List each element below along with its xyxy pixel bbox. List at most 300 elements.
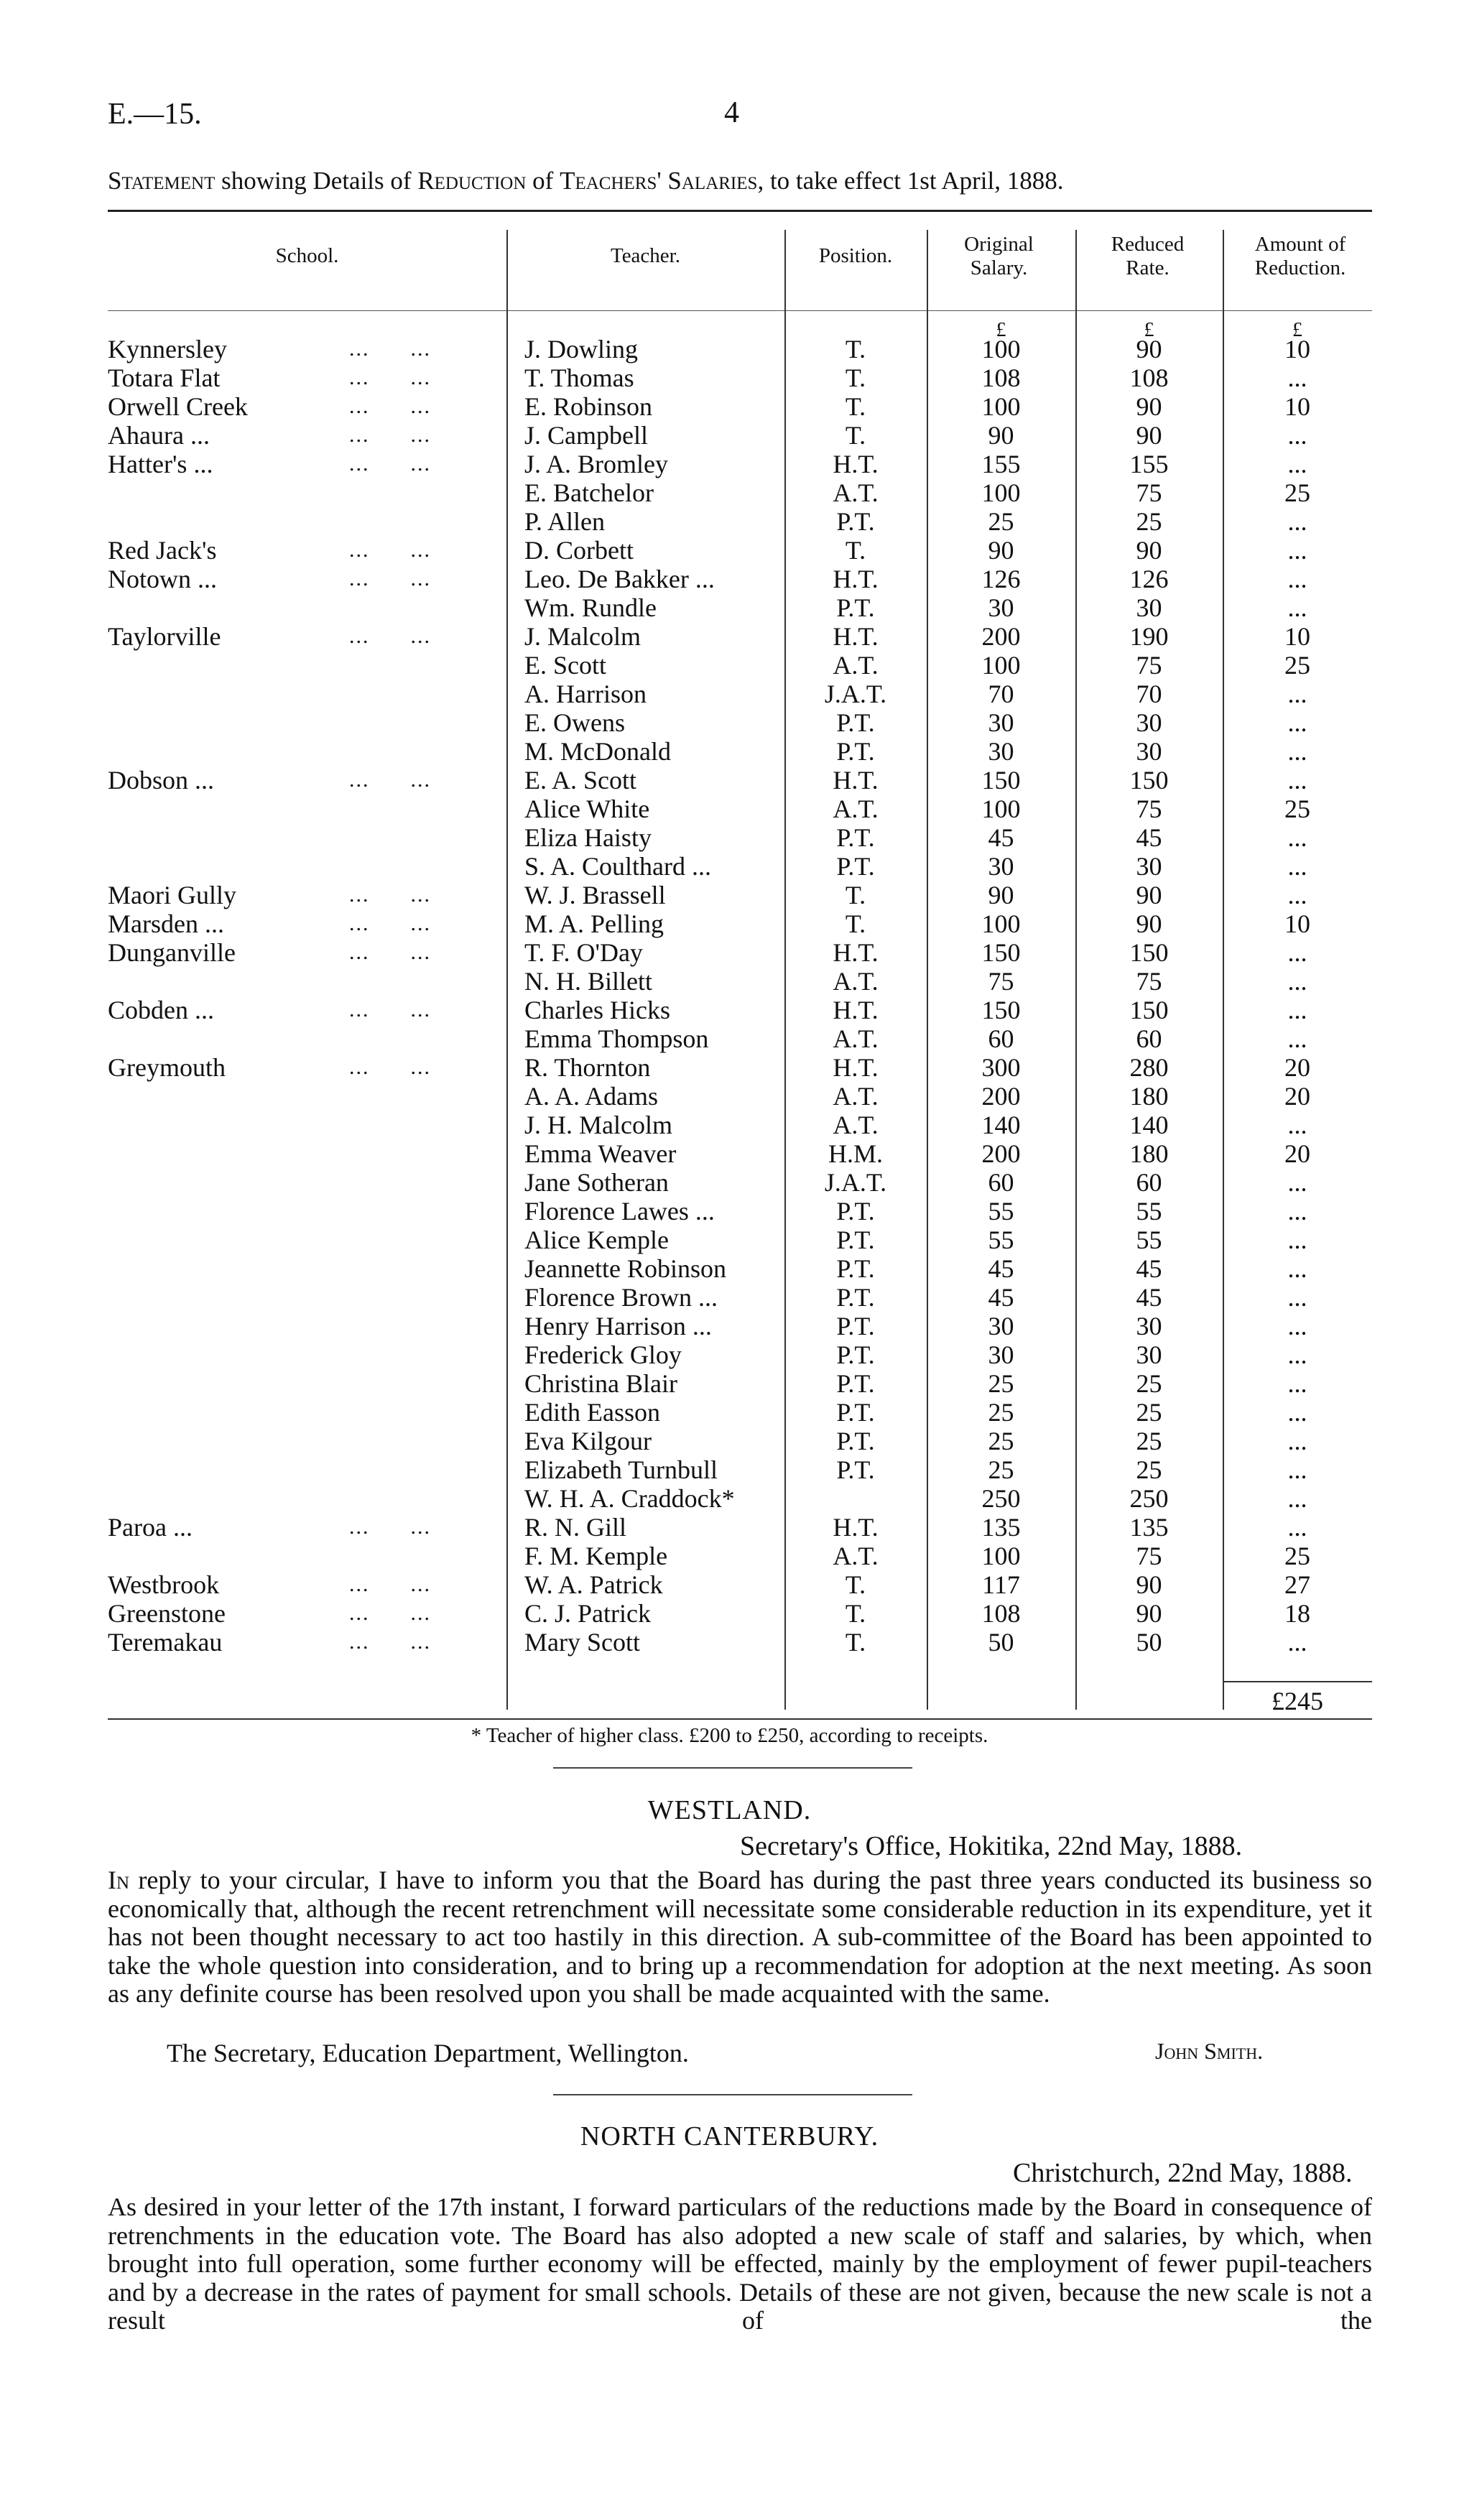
- position: T.: [845, 909, 866, 938]
- amount-of-reduction: 10: [1284, 622, 1310, 651]
- westland-heading: WESTLAND.: [647, 1795, 812, 1825]
- amount-of-reduction: ...: [1287, 1111, 1307, 1139]
- position: T.: [845, 1599, 866, 1628]
- reduced-rate: 150: [1129, 766, 1169, 795]
- original-salary: 100: [981, 795, 1021, 823]
- position: P.T.: [836, 1369, 875, 1398]
- total-rule: [1223, 1681, 1372, 1682]
- teacher-name: M. A. Pelling: [524, 909, 664, 938]
- original-salary: 30: [988, 708, 1014, 737]
- leader-dots: ... ...: [349, 337, 431, 361]
- teacher-name: S. A. Coulthard ...: [524, 852, 712, 881]
- amount-of-reduction: ...: [1287, 737, 1307, 766]
- reduced-rate: 90: [1136, 392, 1162, 421]
- position: P.T.: [836, 1427, 875, 1455]
- table-header-rule: [108, 310, 1372, 311]
- reduced-rate: 30: [1136, 852, 1162, 881]
- school-name: Greymouth: [108, 1053, 226, 1082]
- document-code: E.—15.: [108, 98, 202, 131]
- leader-dots: ... ...: [349, 394, 431, 418]
- leader-dots: ... ...: [349, 912, 431, 935]
- teacher-name: Eva Kilgour: [524, 1427, 652, 1455]
- amount-of-reduction: 18: [1284, 1599, 1310, 1628]
- reduced-rate: 45: [1136, 1254, 1162, 1283]
- position: P.T.: [836, 1398, 875, 1427]
- school-name: Notown ...: [108, 565, 217, 593]
- position: P.T.: [836, 1197, 875, 1226]
- reduced-rate: 60: [1136, 1024, 1162, 1053]
- statement-title: [108, 167, 1372, 195]
- amount-of-reduction: 20: [1284, 1053, 1310, 1082]
- position: H.T.: [833, 938, 879, 967]
- teacher-name: Elizabeth Turnbull: [524, 1455, 718, 1484]
- position: A.T.: [833, 1024, 879, 1053]
- position: P.T.: [836, 507, 875, 536]
- school-name: Paroa ...: [108, 1513, 193, 1542]
- original-salary: 100: [981, 392, 1021, 421]
- amount-of-reduction: ...: [1287, 1197, 1307, 1226]
- school-name: Orwell Creek: [108, 392, 248, 421]
- reduced-rate: 25: [1136, 507, 1162, 536]
- teacher-name: Jane Sotheran: [524, 1168, 669, 1197]
- reduced-rate: 90: [1136, 1570, 1162, 1599]
- reduced-rate: 140: [1129, 1111, 1169, 1139]
- teacher-name: Henry Harrison ...: [524, 1312, 712, 1340]
- teacher-name: Emma Weaver: [524, 1139, 677, 1168]
- reduced-rate: 55: [1136, 1197, 1162, 1226]
- teacher-name: T. Thomas: [524, 363, 634, 392]
- teacher-name: W. J. Brassell: [524, 881, 666, 909]
- column-divider: [506, 230, 508, 1710]
- leader-dots: ... ...: [349, 1055, 431, 1079]
- position: P.T.: [836, 1455, 875, 1484]
- table-footnote: * Teacher of higher class. £200 to £250, according to receipts.: [471, 1724, 988, 1747]
- position: P.T.: [836, 708, 875, 737]
- position: J.A.T.: [824, 1168, 887, 1197]
- leader-dots: ... ...: [349, 1630, 431, 1654]
- reduced-rate: 70: [1136, 680, 1162, 708]
- reduced-rate: 75: [1136, 795, 1162, 823]
- leader-dots: ... ...: [349, 1572, 431, 1596]
- original-salary: 25: [988, 1369, 1014, 1398]
- teacher-name: F. M. Kemple: [524, 1542, 668, 1570]
- leader-dots: ... ...: [349, 538, 431, 562]
- original-salary: 155: [981, 450, 1021, 478]
- original-salary: 108: [981, 363, 1021, 392]
- original-salary: 100: [981, 909, 1021, 938]
- original-salary: 150: [981, 766, 1021, 795]
- teacher-name: E. Scott: [524, 651, 606, 680]
- school-name: Ahaura ...: [108, 421, 210, 450]
- reduced-rate: 55: [1136, 1226, 1162, 1254]
- school-name: Taylorville: [108, 622, 221, 651]
- leader-dots: ... ...: [349, 768, 431, 792]
- amount-of-reduction: ...: [1287, 1226, 1307, 1254]
- position: P.T.: [836, 852, 875, 881]
- title-salaries: Teachers' Salaries: [560, 167, 758, 195]
- amount-of-reduction: ...: [1287, 593, 1307, 622]
- reduced-rate: 45: [1136, 1283, 1162, 1312]
- amount-of-reduction: ...: [1287, 766, 1307, 795]
- amount-of-reduction: ...: [1287, 536, 1307, 565]
- position: T.: [845, 1628, 866, 1657]
- teacher-name: Christina Blair: [524, 1369, 677, 1398]
- position: P.T.: [836, 1312, 875, 1340]
- reduced-rate: 30: [1136, 737, 1162, 766]
- column-header-position: Position.: [818, 244, 893, 267]
- original-salary: 250: [981, 1484, 1021, 1513]
- original-salary: 60: [988, 1168, 1014, 1197]
- original-salary: 300: [981, 1053, 1021, 1082]
- position: T.: [845, 536, 866, 565]
- leader-dots: ... ...: [349, 423, 431, 447]
- reduced-rate: 75: [1136, 1542, 1162, 1570]
- original-salary: 100: [981, 1542, 1021, 1570]
- reduced-rate: 250: [1129, 1484, 1169, 1513]
- original-salary: 55: [988, 1226, 1014, 1254]
- original-salary: 30: [988, 1312, 1014, 1340]
- section-divider: [553, 2094, 912, 2095]
- westland-signature: John Smith.: [1155, 2038, 1264, 2064]
- amount-of-reduction: ...: [1287, 1283, 1307, 1312]
- position: H.T.: [833, 565, 879, 593]
- school-name: Westbrook: [108, 1570, 220, 1599]
- original-salary: 45: [988, 1283, 1014, 1312]
- teacher-name: Frederick Gloy: [524, 1340, 682, 1369]
- title-rest: , to take effect 1st April, 1888.: [757, 167, 1064, 195]
- teacher-name: Wm. Rundle: [524, 593, 657, 622]
- amount-of-reduction: 10: [1284, 392, 1310, 421]
- teacher-name: Florence Brown ...: [524, 1283, 718, 1312]
- position: A.T.: [833, 1111, 879, 1139]
- table-top-rule: [108, 210, 1372, 212]
- column-header-school: School.: [275, 244, 339, 267]
- school-name: Kynnersley: [108, 335, 227, 363]
- teacher-name: J. Malcolm: [524, 622, 641, 651]
- north-canterbury-heading: NORTH CANTERBURY.: [580, 2121, 879, 2151]
- reduced-rate: 30: [1136, 708, 1162, 737]
- original-salary: 30: [988, 737, 1014, 766]
- westland-body-text: reply to your circular, I have to inform you that the Board has during the past three years conducted its business so economically that, although the recent retrenchment will necessitate some considerable reduction in its expenditure, yet it has not been thought necessary to act too hastily in this direction. A sub-committee of the Board has been appointed to take the whole question into consideration, and to bring up a recommendation for adoption at the next meeting. As soon as any definite course has been resolved upon you shall be made acquainted with the same.: [108, 1866, 1372, 2008]
- original-salary: 140: [981, 1111, 1021, 1139]
- original-salary: 30: [988, 852, 1014, 881]
- column-header-teacher: Teacher.: [611, 244, 680, 267]
- amount-of-reduction: 20: [1284, 1139, 1310, 1168]
- reduced-rate: 150: [1129, 996, 1169, 1024]
- school-name: Dobson ...: [108, 766, 215, 795]
- original-salary: 70: [988, 680, 1014, 708]
- teacher-name: D. Corbett: [524, 536, 634, 565]
- position: T.: [845, 421, 866, 450]
- reduced-rate: 155: [1129, 450, 1169, 478]
- original-salary: 90: [988, 536, 1014, 565]
- reduced-rate: 90: [1136, 881, 1162, 909]
- reduced-rate: 30: [1136, 593, 1162, 622]
- amount-of-reduction: ...: [1287, 680, 1307, 708]
- amount-of-reduction: ...: [1287, 1340, 1307, 1369]
- column-header-reduced-rate: Reduced Rate.: [1111, 233, 1185, 279]
- leader-dots: ... ...: [349, 624, 431, 648]
- amount-of-reduction: ...: [1287, 1254, 1307, 1283]
- amount-of-reduction: ...: [1287, 450, 1307, 478]
- reduced-rate: 25: [1136, 1427, 1162, 1455]
- currency-symbol: £: [1292, 319, 1302, 341]
- position: T.: [845, 881, 866, 909]
- original-salary: 200: [981, 1139, 1021, 1168]
- original-salary: 25: [988, 507, 1014, 536]
- reduced-rate: 280: [1129, 1053, 1169, 1082]
- original-salary: 117: [982, 1570, 1020, 1599]
- amount-of-reduction: ...: [1287, 938, 1307, 967]
- amount-of-reduction: ...: [1287, 1369, 1307, 1398]
- original-salary: 60: [988, 1024, 1014, 1053]
- original-salary: 150: [981, 938, 1021, 967]
- school-name: Dunganville: [108, 938, 236, 967]
- original-salary: 200: [981, 1082, 1021, 1111]
- teacher-name: Emma Thompson: [524, 1024, 709, 1053]
- reduced-rate: 75: [1136, 651, 1162, 680]
- school-name: Totara Flat: [108, 363, 221, 392]
- original-salary: 30: [988, 593, 1014, 622]
- position: T.: [845, 363, 866, 392]
- amount-of-reduction: ...: [1287, 1628, 1307, 1657]
- north-canterbury-body: As desired in your letter of the 17th instant, I forward particulars of the reductions made by the Board in consequence of retrenchments in the education vote. The Board has also adopted a new scale of staff and salaries, by which, when brought into full operation, some further economy will be effected, mainly by the employment of fewer pupil-teachers and by a decrease in the rates of payment for small schools. Details of these are not given, because the new scale is not a result of the: [108, 2192, 1372, 2335]
- currency-symbol: £: [996, 319, 1006, 341]
- reduced-rate: 135: [1129, 1513, 1169, 1542]
- teacher-name: Edith Easson: [524, 1398, 660, 1427]
- amount-of-reduction: ...: [1287, 1513, 1307, 1542]
- reduced-rate: 180: [1129, 1082, 1169, 1111]
- westland-dateline: Secretary's Office, Hokitika, 22nd May, 1888.: [740, 1831, 1243, 1861]
- position: P.T.: [836, 1283, 875, 1312]
- amount-of-reduction: ...: [1287, 967, 1307, 996]
- amount-of-reduction: ...: [1287, 1168, 1307, 1197]
- amount-of-reduction: ...: [1287, 823, 1307, 852]
- teacher-name: E. Owens: [524, 708, 625, 737]
- teacher-name: R. N. Gill: [524, 1513, 627, 1542]
- position: J.A.T.: [824, 680, 887, 708]
- teacher-name: Leo. De Bakker ...: [524, 565, 715, 593]
- teacher-name: Jeannette Robinson: [524, 1254, 726, 1283]
- school-name: Cobden ...: [108, 996, 214, 1024]
- teacher-name: Charles Hicks: [524, 996, 670, 1024]
- teacher-name: J. A. Bromley: [524, 450, 669, 478]
- original-salary: 25: [988, 1427, 1014, 1455]
- teacher-name: E. Batchelor: [524, 478, 654, 507]
- table-bottom-rule: [108, 1718, 1372, 1720]
- position: T.: [845, 1570, 866, 1599]
- leader-dots: ... ...: [349, 940, 431, 964]
- teacher-name: J. Dowling: [524, 335, 639, 363]
- teacher-name: Alice Kemple: [524, 1226, 669, 1254]
- teacher-name: R. Thornton: [524, 1053, 651, 1082]
- column-header-original-salary: Original Salary.: [964, 233, 1034, 279]
- amount-of-reduction: ...: [1287, 996, 1307, 1024]
- position: H.T.: [833, 996, 879, 1024]
- original-salary: 45: [988, 823, 1014, 852]
- leader-dots: ... ...: [349, 452, 431, 476]
- teacher-name: A. Harrison: [524, 680, 647, 708]
- amount-of-reduction: 10: [1284, 909, 1310, 938]
- leader-dots: ... ...: [349, 1515, 431, 1539]
- amount-of-reduction: ...: [1287, 1024, 1307, 1053]
- reduced-rate: 25: [1136, 1398, 1162, 1427]
- original-salary: 25: [988, 1455, 1014, 1484]
- amount-of-reduction: 27: [1284, 1570, 1310, 1599]
- position: H.T.: [833, 1513, 879, 1542]
- amount-of-reduction: ...: [1287, 363, 1307, 392]
- amount-of-reduction: 25: [1284, 651, 1310, 680]
- title-text: showing Details of: [215, 167, 418, 195]
- amount-of-reduction: 10: [1284, 335, 1310, 363]
- reduced-rate: 90: [1136, 421, 1162, 450]
- amount-of-reduction: 25: [1284, 1542, 1310, 1570]
- position: A.T.: [833, 478, 879, 507]
- westland-addressee: The Secretary, Education Department, Wellington.: [167, 2039, 689, 2067]
- original-salary: 100: [981, 478, 1021, 507]
- position: A.T.: [833, 1542, 879, 1570]
- westland-body-lead: In: [108, 1866, 130, 1894]
- reduced-rate: 30: [1136, 1340, 1162, 1369]
- reduced-rate: 126: [1129, 565, 1169, 593]
- position: P.T.: [836, 1340, 875, 1369]
- position: H.M.: [828, 1139, 883, 1168]
- original-salary: 55: [988, 1197, 1014, 1226]
- original-salary: 50: [988, 1628, 1014, 1657]
- original-salary: 90: [988, 421, 1014, 450]
- original-salary: 200: [981, 622, 1021, 651]
- position: A.T.: [833, 651, 879, 680]
- amount-of-reduction: ...: [1287, 565, 1307, 593]
- title-lead: Statement: [108, 167, 216, 195]
- position: H.T.: [833, 766, 879, 795]
- reduced-rate: 60: [1136, 1168, 1162, 1197]
- teacher-name: E. A. Scott: [524, 766, 637, 795]
- section-divider: [553, 1767, 912, 1769]
- teacher-name: M. McDonald: [524, 737, 671, 766]
- teacher-name: A. A. Adams: [524, 1082, 659, 1111]
- school-name: Teremakau: [108, 1628, 223, 1657]
- original-salary: 100: [981, 651, 1021, 680]
- school-name: Red Jack's: [108, 536, 217, 565]
- position: H.T.: [833, 1053, 879, 1082]
- teacher-name: Alice White: [524, 795, 650, 823]
- leader-dots: ... ...: [349, 1601, 431, 1625]
- teacher-name: N. H. Billett: [524, 967, 652, 996]
- teacher-name: W. A. Patrick: [524, 1570, 663, 1599]
- reduced-rate: 25: [1136, 1455, 1162, 1484]
- reduced-rate: 90: [1136, 335, 1162, 363]
- position: T.: [845, 335, 866, 363]
- page-number: 4: [724, 96, 739, 129]
- position: P.T.: [836, 1254, 875, 1283]
- position: P.T.: [836, 737, 875, 766]
- reduced-rate: 190: [1129, 622, 1169, 651]
- amount-of-reduction: ...: [1287, 1455, 1307, 1484]
- original-salary: 100: [981, 335, 1021, 363]
- teacher-name: J. H. Malcolm: [524, 1111, 672, 1139]
- reduced-rate: 25: [1136, 1369, 1162, 1398]
- amount-of-reduction: ...: [1287, 881, 1307, 909]
- reduced-rate: 90: [1136, 536, 1162, 565]
- teacher-name: J. Campbell: [524, 421, 648, 450]
- reduced-rate: 180: [1129, 1139, 1169, 1168]
- westland-body: [108, 1866, 1372, 2009]
- amount-of-reduction: ...: [1287, 1484, 1307, 1513]
- reduced-rate: 75: [1136, 478, 1162, 507]
- teacher-name: Eliza Haisty: [524, 823, 652, 852]
- amount-of-reduction: ...: [1287, 421, 1307, 450]
- leader-dots: ... ...: [349, 366, 431, 389]
- amount-of-reduction: ...: [1287, 1398, 1307, 1427]
- school-name: Maori Gully: [108, 881, 236, 909]
- leader-dots: ... ...: [349, 998, 431, 1022]
- north-canterbury-dateline: Christchurch, 22nd May, 1888.: [1013, 2158, 1353, 2188]
- teacher-name: P. Allen: [524, 507, 606, 536]
- amount-of-reduction: ...: [1287, 708, 1307, 737]
- position: H.T.: [833, 450, 879, 478]
- original-salary: 150: [981, 996, 1021, 1024]
- original-salary: 90: [988, 881, 1014, 909]
- leader-dots: ... ...: [349, 567, 431, 590]
- amount-of-reduction: ...: [1287, 852, 1307, 881]
- position: T.: [845, 392, 866, 421]
- leader-dots: ... ...: [349, 883, 431, 907]
- position: H.T.: [833, 622, 879, 651]
- amount-of-reduction: 20: [1284, 1082, 1310, 1111]
- reduced-rate: 50: [1136, 1628, 1162, 1657]
- original-salary: 126: [981, 565, 1021, 593]
- position: P.T.: [836, 593, 875, 622]
- teacher-name: E. Robinson: [524, 392, 653, 421]
- title-reduction: Reduction: [417, 167, 527, 195]
- teacher-name: C. J. Patrick: [524, 1599, 651, 1628]
- column-header-amount-of-reduction: Amount of Reduction.: [1254, 233, 1346, 279]
- title-of: of: [526, 167, 560, 195]
- reduced-rate: 90: [1136, 1599, 1162, 1628]
- school-name: Greenstone: [108, 1599, 226, 1628]
- original-salary: 30: [988, 1340, 1014, 1369]
- teacher-name: W. H. A. Craddock*: [524, 1484, 735, 1513]
- total-reduction: £245: [1272, 1687, 1323, 1715]
- amount-of-reduction: 25: [1284, 478, 1310, 507]
- currency-symbol: £: [1144, 319, 1154, 341]
- school-name: Marsden ...: [108, 909, 224, 938]
- teacher-name: Mary Scott: [524, 1628, 640, 1657]
- position: P.T.: [836, 823, 875, 852]
- original-salary: 108: [981, 1599, 1021, 1628]
- position: A.T.: [833, 967, 879, 996]
- reduced-rate: 30: [1136, 1312, 1162, 1340]
- amount-of-reduction: ...: [1287, 507, 1307, 536]
- original-salary: 45: [988, 1254, 1014, 1283]
- amount-of-reduction: ...: [1287, 1427, 1307, 1455]
- reduced-rate: 150: [1129, 938, 1169, 967]
- position: A.T.: [833, 795, 879, 823]
- reduced-rate: 75: [1136, 967, 1162, 996]
- original-salary: 75: [988, 967, 1014, 996]
- reduced-rate: 90: [1136, 909, 1162, 938]
- amount-of-reduction: 25: [1284, 795, 1310, 823]
- original-salary: 135: [981, 1513, 1021, 1542]
- reduced-rate: 45: [1136, 823, 1162, 852]
- position: P.T.: [836, 1226, 875, 1254]
- position: A.T.: [833, 1082, 879, 1111]
- school-name: Hatter's ...: [108, 450, 213, 478]
- amount-of-reduction: ...: [1287, 1312, 1307, 1340]
- teacher-name: T. F. O'Day: [524, 938, 643, 967]
- original-salary: 25: [988, 1398, 1014, 1427]
